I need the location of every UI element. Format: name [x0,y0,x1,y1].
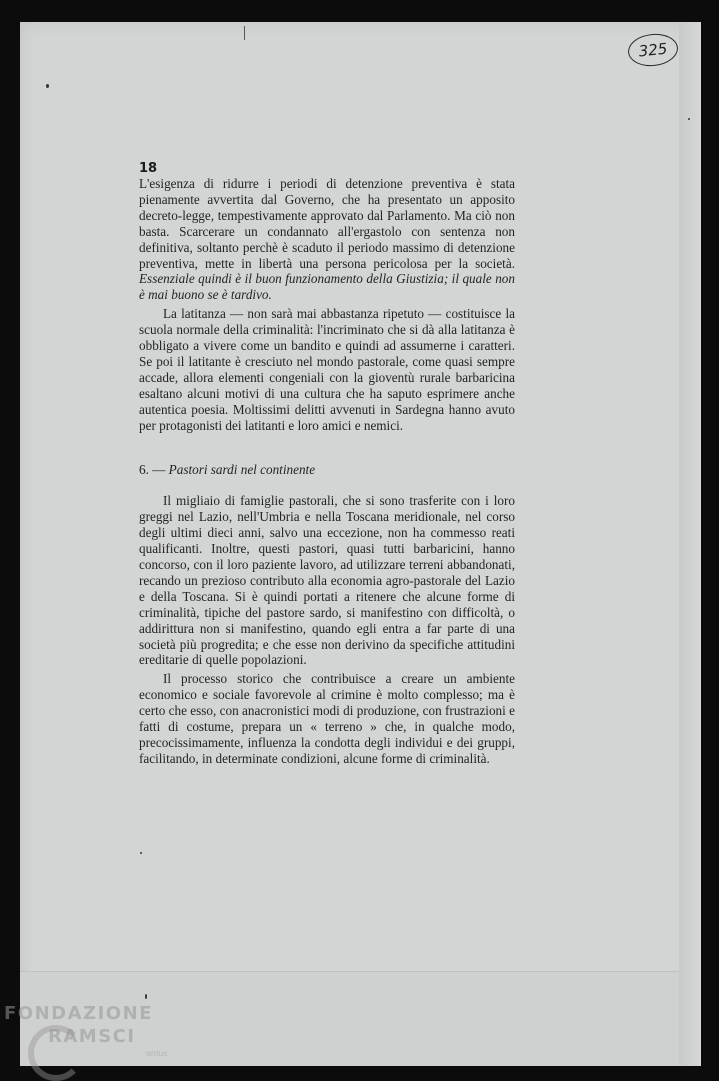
watermark-line-2: RAMSCI [48,1026,136,1047]
paragraph [139,306,515,433]
page-number: 18 [139,161,158,176]
speck [688,118,690,120]
paragraph-italic-text: Essenziale quindi è il buon funzionamento della Giustizia; il quale non è mai buono se è tardivo. [139,271,515,303]
watermark-small-text: onlus [146,1049,168,1058]
paragraph [139,493,515,668]
section-title: Pastori sardi nel continente [168,461,316,477]
watermark-line-1: FONDAZIONE [4,1003,153,1024]
section-number: 6. — [139,461,166,477]
speck [140,852,142,854]
archive-watermark-logo [4,1003,168,1058]
folio-number: 325 [637,39,669,61]
speck [145,994,147,999]
paragraph [139,176,515,303]
folio-stamp [626,31,679,68]
paragraph-text: La latitanza — non sarà mai abbastanza ripetuto — costituisce la scuola normale della criminalità: l'incriminato che si dà alla latitanza è obbligato a vivere come un bandito e quindi ad assumerne i caratteri. Se poi il latitante è cresciuto nel mondo pastorale, come quasi sempre accade, allora elementi congeniali con la gioventù rurale barbaricina esaltano alcuni motivi di una cultura che ha saputo esprimere anche autentica poesia. Moltissimi delitti avvenuti in Sardegna hanno avuto per protagonisti dei latitanti e loro amici e nemici. [139,306,515,433]
section-heading [139,462,515,478]
watermark-g-icon [28,1025,84,1081]
page-edge [679,22,701,1066]
paragraph-text: L'esigenza di ridurre i periodi di detenzione preventiva è stata pienamente avvertita dal Governo, che ha presentato un apposito decreto-legge, tempestivamente approvato dal Parlamento. Ma ciò non basta. Scarcerare un condannato all'ergastolo con sentenza non definitiva, soltanto perchè è scaduto il periodo massimo di detenzione preventiva, mette in libertà una persona pericolosa per la società. [139,176,515,271]
paragraph [139,671,515,766]
paragraph-text: Il processo storico che contribuisce a creare un ambiente economico e sociale favorevole al crimine è molto complesso; ma è certo che esso, con anacronistici modi di produzione, con frustrazioni e fatti di costume, prepara un « terreno » che, in qualche modo, precocissimamente, influenza la condotta degli individui e dei gruppi, facilitando, in determinate condizioni, alcune forme di criminalità. [139,671,515,766]
page-body [139,162,515,767]
paragraph-text: Il migliaio di famiglie pastorali, che si sono trasferite con i loro greggi nel Lazio, nell'Umbria e nella Toscana meridionale, nel corso degli ultimi dieci anni, salvo una eccezione, non ha commesso reati qualificanti. Inoltre, questi pastori, quasi tutti barbaricini, hanno concorso, con il loro paziente lavoro, ad utilizzare terreni abbandonati, recando un prezioso contributo alla economia agro-pastorale del Lazio e della Toscana. Si è quindi portati a ritenere che alcune forme di criminalità, tipiche del pastore sardo, si manifestino con difficoltà, o addirittura non si manifestino, quando egli entra a far parte di una società più progredita; e che esse non derivino da specifiche attitudini ereditarie di quelle popolazioni. [139,493,515,668]
margin-mark [244,26,245,40]
speck [46,84,49,88]
